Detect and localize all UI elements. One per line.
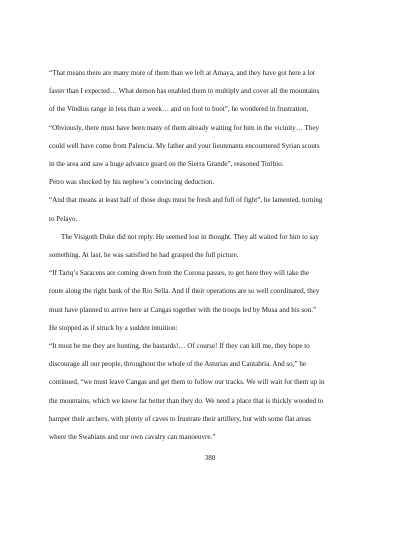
text-line: hamper their archers, with plenty of caves to frustrate their artillery, but with some flat areas	[49, 414, 311, 423]
text-line: “It must be me they are hunting, the bastards!… Of course! If they can kill me, they hope to	[49, 342, 310, 351]
page-number: 380	[204, 454, 216, 462]
text-line: where the Swabians and our own cavalry can manoeuvre.”	[49, 433, 216, 442]
text-line: discourage all our people, throughout the whole of the Asturias and Cantabria. And so,” he	[49, 360, 307, 369]
text-line: continued, “we must leave Cangas and get them to follow our tracks. We will wait for them up in	[49, 378, 325, 387]
text-line: Petro was shocked by his nephew’s convincing deduction.	[49, 178, 215, 187]
text-line: could well have come from Palencia. My father and your lieutenants encountered Syrian scouts	[49, 141, 320, 150]
text-line: must have planned to arrive here at Cangas together with the troops led by Musa and his son.”	[49, 305, 317, 314]
text-line: “If Tariq’s Saracens are coming down from the Corona passes, to get here they will take the	[49, 269, 309, 278]
text-line: of the Vindius range in less than a week… and on foot to boot”, he wondered in frustration.	[49, 105, 309, 114]
body-text	[49, 64, 374, 446]
text-line: faster than I expected… What demon has enabled them to multiply and cover all the mountains	[49, 87, 320, 96]
text-line: “Obviously, there must have been many of them already waiting for him in the vicinity… They	[49, 123, 320, 132]
text-line: to Pelayo.	[49, 214, 78, 223]
text-line: in the area and saw a huge advance guard on the Sierra Grande”, reasoned Toribio.	[49, 160, 284, 169]
text-line: route along the right bank of the Rio Sella. And if their operations are so well coordinated, they	[49, 287, 320, 296]
text-line: “That means there are many more of them than we left at Amaya, and they have got here a lot	[49, 69, 315, 77]
text-line: “And that means at least half of those dogs must be fresh and full of fight”, he lamented, turning	[49, 196, 323, 205]
text-line: He stopped as if struck by a sudden intuition:	[49, 323, 178, 332]
text-line: something. At last, he was satisfied he had grasped the full picture.	[49, 251, 239, 260]
text-line: The Visigoth Duke did not reply. He seemed lost in thought. They all waited for him to say	[61, 232, 319, 241]
text-line: the mountains, which we know far better than they do. We need a place that is thickly wooded to	[49, 396, 324, 405]
